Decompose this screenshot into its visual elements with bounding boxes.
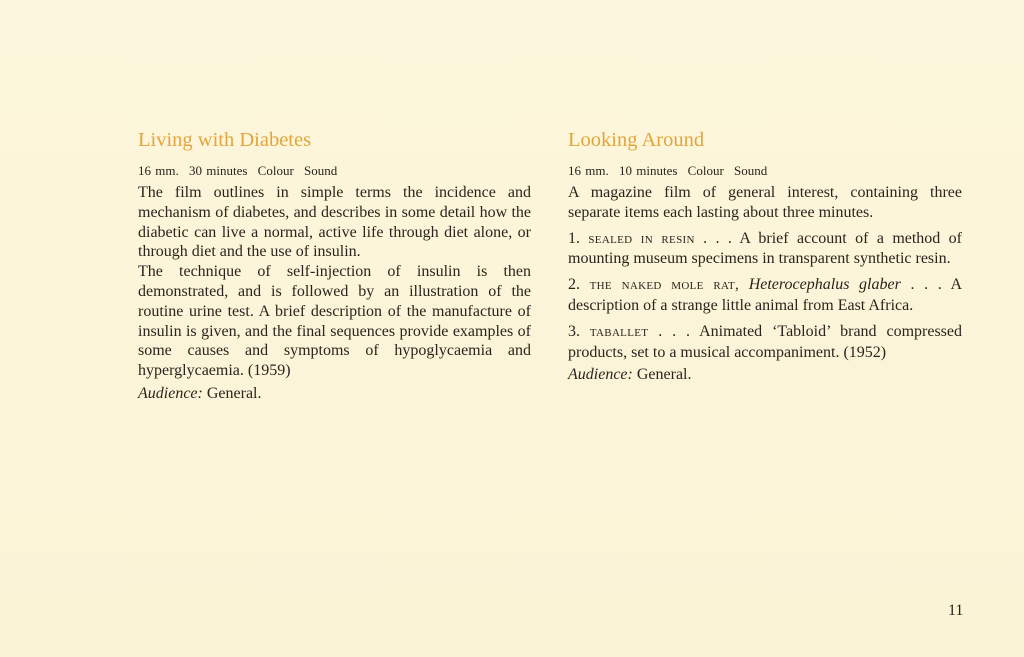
item-number: 2.: [568, 276, 580, 294]
audience-label: Audience:: [138, 384, 203, 402]
item-dots: . . .: [910, 276, 942, 294]
film-duration: 30 minutes: [188, 163, 248, 178]
item-number: 3.: [568, 322, 580, 340]
film-item: [568, 275, 962, 316]
page-number: 11: [948, 602, 964, 619]
film-sound: Sound: [734, 163, 768, 178]
audience-line: [138, 384, 531, 404]
item-dots: . . .: [703, 229, 732, 247]
item-text: A brief account of a method of mounting museum specimens in transparent synthetic resin.: [568, 229, 963, 268]
item-heading: sealed in resin: [588, 230, 695, 247]
film-title: Looking Around: [568, 129, 705, 151]
item-heading: taballet: [589, 323, 649, 340]
film-meta: [568, 163, 962, 179]
item-text: Animated ‘Tabloid’ brand compressed products, set to a musical accompaniment. (1952): [568, 322, 963, 361]
film-colour: Colour: [687, 163, 724, 178]
description-paragraph: A magazine film of general interest, containing three separate items each lasting about three minutes.: [568, 184, 962, 221]
film-item: [568, 322, 962, 363]
item-heading: the naked mole rat,: [589, 277, 740, 294]
audience-value: General.: [206, 384, 262, 402]
film-meta: [138, 163, 531, 179]
film-gauge: 16 mm.: [568, 163, 609, 178]
audience-value: General.: [636, 366, 692, 384]
film-entry-living-with-diabetes: [138, 126, 531, 404]
audience-label: Audience:: [568, 366, 633, 384]
film-item: [568, 229, 962, 270]
item-dots: . . .: [658, 322, 691, 340]
film-colour: Colour: [257, 163, 294, 178]
film-sound: Sound: [304, 163, 338, 178]
film-gauge: 16 mm.: [138, 163, 179, 178]
description-paragraph: The technique of self-injection of insulin is then demonstrated, and is followed by an illustration of the routine urine test. A brief description of the manufacture of insulin is given, and the final sequences provide examples of some causes and symptoms of hypoglycaemia and hyperglycaemia. (1959): [138, 263, 531, 380]
item-number: 1.: [568, 229, 580, 247]
item-latin-name: Heterocephalus glaber: [748, 276, 901, 294]
film-entry-looking-around: [568, 126, 962, 385]
film-duration: 10 minutes: [618, 163, 678, 178]
audience-line: [568, 365, 962, 385]
item-text: A description of a strange little animal from East Africa.: [568, 276, 963, 314]
description-paragraph: The film outlines in simple terms the incidence and mechanism of diabetes, and describes in some detail how the diabetic can live a normal, active life through diet alone, or through diet and the use of insulin.: [138, 184, 531, 261]
film-title: Living with Diabetes: [138, 129, 312, 151]
